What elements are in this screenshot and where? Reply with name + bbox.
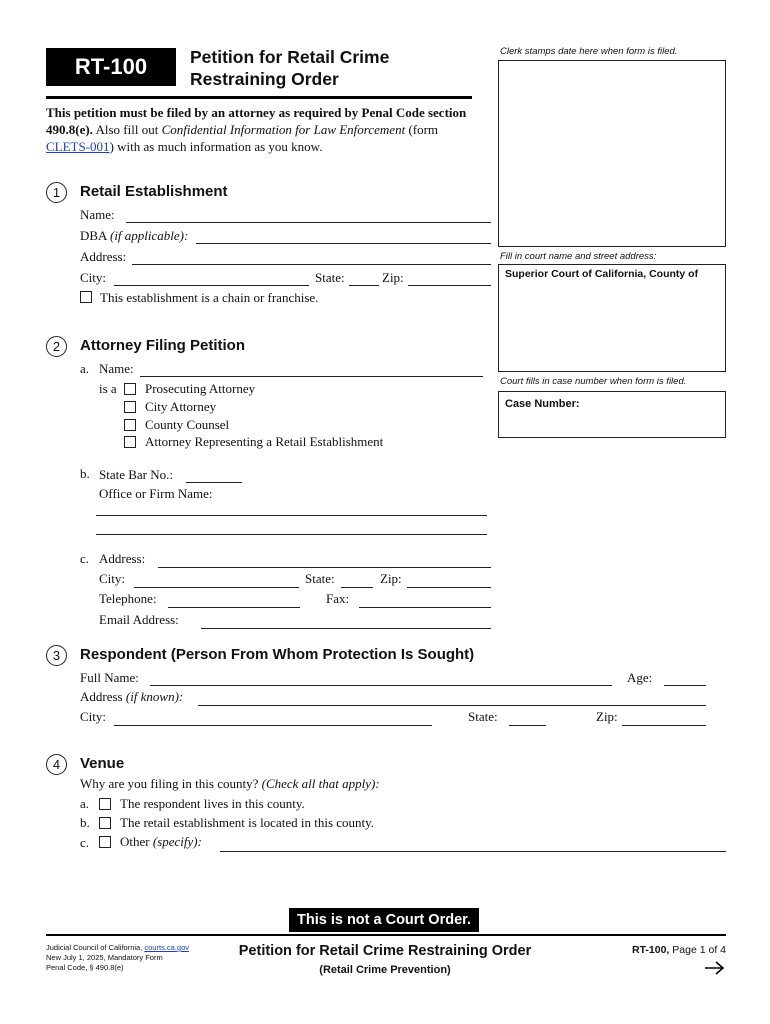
s2-county-counsel-label: County Counsel	[145, 417, 230, 432]
case-number-label: Court fills in case number when form is filed.	[500, 376, 687, 387]
s2-name-label: Name:	[99, 361, 134, 376]
form-title	[190, 46, 389, 90]
s2-state-label: State:	[305, 571, 335, 586]
s2-address-label: Address:	[99, 551, 146, 566]
clerk-stamp-label: Clerk stamps date here when form is filed.	[500, 46, 678, 57]
courts-link[interactable]: courts.ca.gov	[144, 943, 189, 952]
s4-c-checkbox[interactable]	[99, 836, 111, 848]
s2-firm-field-1[interactable]	[96, 515, 487, 516]
s3-age-field[interactable]	[664, 685, 706, 686]
s2-prosecuting-label: Prosecuting Attorney	[145, 381, 256, 396]
s2-prosecuting-checkbox[interactable]	[124, 383, 136, 395]
s4-b-label: b.	[80, 815, 90, 830]
s2-fax-label: Fax:	[326, 591, 350, 606]
s2-isa-label: is a	[99, 381, 117, 396]
s1-address-field[interactable]	[132, 264, 491, 265]
court-box-value: Superior Court of California, County of	[505, 268, 699, 280]
s2-name-field[interactable]	[140, 376, 483, 377]
form-id-badge	[46, 48, 176, 86]
s3-state-field[interactable]	[509, 725, 546, 726]
clets-link[interactable]: CLETS-001	[46, 139, 110, 154]
case-number-value: Case Number:	[505, 398, 580, 410]
s1-dba-field[interactable]	[196, 243, 491, 244]
s2-state-field[interactable]	[341, 587, 373, 588]
s1-name-label: Name:	[80, 207, 115, 222]
s1-zip-field[interactable]	[408, 285, 491, 286]
s4-c-label: c.	[80, 835, 90, 850]
s2-county-counsel-checkbox[interactable]	[124, 419, 136, 431]
section3-number: 3	[46, 645, 67, 666]
footer-left: Judicial Council of California, courts.ca.gov New July 1, 2025, Mandatory Form Penal Code, § 490.8(e)	[46, 943, 189, 972]
not-court-order-banner: This is not a Court Order.	[289, 908, 479, 932]
s2-bar-label: State Bar No.:	[99, 467, 174, 482]
section1-title: Retail Establishment	[80, 183, 228, 200]
intro-bold: This petition must be filed by an attorney as required by Penal Code section 490.8(e).	[46, 105, 467, 137]
form-id: RT-100	[74, 54, 148, 79]
footer-subtitle: (Retail Crime Prevention)	[319, 964, 451, 976]
s4-other-field[interactable]	[220, 851, 726, 852]
s1-city-label: City:	[80, 270, 107, 285]
s3-zip-label: Zip:	[596, 709, 618, 724]
section2-number: 2	[46, 336, 67, 357]
s3-fullname-label: Full Name:	[80, 670, 139, 685]
header-rule	[46, 96, 472, 99]
s2-address-field[interactable]	[158, 567, 491, 568]
intro-paragraph: This petition must be filed by an attorney as required by Penal Code section 490.8(e). Also fill out Confidential Information for Law Enforcement (form CLETS-001) with as much information as you know.	[46, 105, 467, 154]
case-number-box[interactable]	[498, 391, 726, 438]
s3-address-field[interactable]	[198, 705, 706, 706]
s1-chain-label: This establishment is a chain or franchise.	[100, 290, 319, 305]
section2-title: Attorney Filing Petition	[80, 337, 245, 354]
section1-number: 1	[46, 182, 67, 203]
section4-number: 4	[46, 754, 67, 775]
s1-city-field[interactable]	[114, 285, 309, 286]
s2-email-label: Email Address:	[99, 612, 179, 627]
s1-name-field[interactable]	[126, 222, 491, 223]
s3-city-field[interactable]	[114, 725, 432, 726]
s1-address-label: Address:	[80, 249, 127, 264]
section4-title: Venue	[80, 755, 125, 772]
s2-retail-attorney-label: Attorney Representing a Retail Establishment	[145, 434, 384, 449]
s3-address-label: Address (if known):	[80, 689, 184, 704]
right-arrow-icon[interactable]	[704, 960, 726, 976]
s2-city-label: City:	[99, 571, 126, 586]
s2-city-attorney-label: City Attorney	[145, 399, 217, 414]
s2-phone-field[interactable]	[168, 607, 300, 608]
court-box[interactable]	[498, 264, 726, 372]
s2-firm-field-2[interactable]	[96, 534, 487, 535]
s4-c-text: Other (specify):	[120, 834, 202, 849]
footer-title: Petition for Retail Crime Restraining Order	[238, 943, 532, 959]
s2-email-field[interactable]	[201, 628, 491, 629]
s2-bar-field[interactable]	[186, 482, 242, 483]
s2-retail-attorney-checkbox[interactable]	[124, 436, 136, 448]
s1-zip-label: Zip:	[382, 270, 404, 285]
court-label: Fill in court name and street address:	[500, 251, 657, 262]
footer-page-info: RT-100, Page 1 of 4	[632, 944, 726, 956]
s2-a-label: a.	[80, 361, 90, 376]
s2-zip-field[interactable]	[407, 587, 491, 588]
s4-b-text: The retail establishment is located in this county.	[120, 815, 375, 830]
s3-state-label: State:	[468, 709, 498, 724]
footer-rule	[46, 934, 726, 936]
clerk-stamp-box	[498, 60, 726, 247]
s3-city-label: City:	[80, 709, 107, 724]
s2-c-label: c.	[80, 551, 90, 566]
s2-b-label: b.	[80, 466, 90, 481]
s2-city-field[interactable]	[134, 587, 299, 588]
s4-question: Why are you filing in this county? (Check all that apply):	[80, 776, 380, 791]
s2-zip-label: Zip:	[380, 571, 402, 586]
s3-zip-field[interactable]	[622, 725, 706, 726]
s2-phone-label: Telephone:	[99, 591, 157, 606]
s4-a-text: The respondent lives in this county.	[120, 796, 305, 811]
section3-title: Respondent (Person From Whom Protection Is Sought)	[80, 646, 475, 663]
s4-a-label: a.	[80, 796, 90, 811]
s3-age-label: Age:	[627, 670, 653, 685]
s1-state-field[interactable]	[349, 285, 379, 286]
s1-state-label: State:	[315, 270, 345, 285]
s2-city-attorney-checkbox[interactable]	[124, 401, 136, 413]
s1-chain-checkbox[interactable]	[80, 291, 92, 303]
s3-fullname-field[interactable]	[150, 685, 612, 686]
s2-firm-label: Office or Firm Name:	[99, 486, 213, 501]
s4-b-checkbox[interactable]	[99, 817, 111, 829]
s4-a-checkbox[interactable]	[99, 798, 111, 810]
form-title-line1: Petition for Retail Crime	[190, 47, 390, 67]
form-title-line2: Restraining Order	[190, 69, 339, 89]
s1-dba-label: DBA (if applicable):	[80, 228, 189, 243]
s2-fax-field[interactable]	[359, 607, 491, 608]
